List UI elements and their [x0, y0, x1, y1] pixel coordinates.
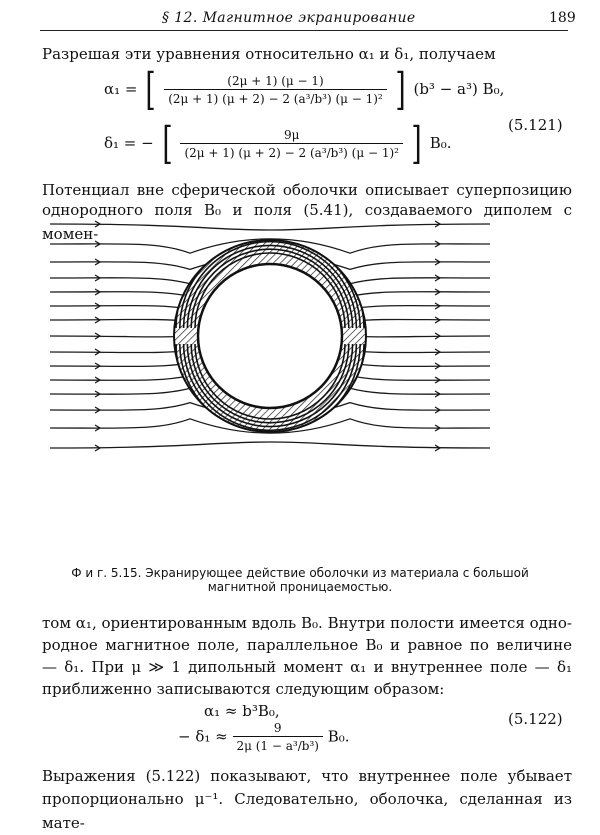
eq2-numerator: 9μ — [180, 127, 403, 144]
eq2-denominator: (2μ + 1) (μ + 2) − 2 (a³/b³) (μ − 1)² — [184, 145, 399, 160]
equation-delta1: δ₁ = − [ $\frac{9\mu}{\text{(2μ + 1) (μ + 2) − 2 (a³/b³) (μ − 1)²}}$ ] B₀. — [104, 118, 452, 169]
caption-line-1: Ф и г. 5.15. Экранирующее действие оболочки из материала с большой — [71, 566, 529, 580]
paragraph-2-line-1: том α₁, ориентированным вдоль B₀. Внутри полости имеется одно- — [42, 614, 572, 632]
equation-number-5-122: (5.122) — [508, 710, 563, 728]
shell-inner-cavity — [198, 264, 342, 408]
header-rule — [40, 30, 568, 31]
eq2-lhs: δ₁ = − — [104, 134, 154, 152]
field-lines-figure — [40, 206, 560, 561]
field-line — [50, 224, 490, 230]
eq4-denominator: 2μ (1 − a³/b³) — [236, 739, 319, 753]
equation-alpha1-approx: α₁ ≈ b³B₀, — [204, 702, 280, 720]
paragraph-3-line-1: Выражения (5.122) показывают, что внутреннее поле убывает — [42, 767, 572, 785]
eq4-fraction — [233, 720, 323, 755]
paragraph-2-line-3: — δ₁. При μ ≫ 1 дипольный момент α₁ и внутреннее поле — δ₁ — [42, 658, 572, 676]
intro-line: Разрешая эти уравнения относительно α₁ и δ₁, получаем — [42, 45, 496, 63]
eq4-lhs: − δ₁ ≈ — [178, 727, 228, 746]
equation-alpha1: α₁ = [ $\frac{(2\mu + 1) (\mu - 1)}{\text{(2μ + 1) (μ + 2) − 2 (a³/b³) (μ − 1)²}}$ ] (b³ − a³) B₀, — [104, 64, 505, 115]
eq1-fraction — [164, 73, 387, 108]
eq1-denominator: (2μ + 1) (μ + 2) − 2 (a³/b³) (μ − 1)² — [168, 91, 383, 106]
eq1-lhs: α₁ = — [104, 80, 138, 98]
paragraph-2-line-4: приближенно записываются следующим образом: — [42, 680, 445, 698]
paragraph-3-line-2: пропорционально μ⁻¹. Следовательно, оболочка, сделанная из мате- — [42, 790, 572, 832]
page-number: 189 — [549, 10, 576, 26]
paragraph-1-line-2: однородного поля B₀ и поля (5.41), создаваемого диполем с момен- — [42, 201, 572, 243]
field-line — [50, 442, 490, 448]
caption-line-2: магнитной проницаемостью. — [207, 580, 393, 594]
eq2-fraction — [180, 127, 403, 162]
paragraph-1-line-1: Потенциал вне сферической оболочки описывает суперпозицию — [42, 181, 572, 199]
eq2-rhs: B₀. — [429, 134, 452, 152]
figure-caption — [50, 566, 550, 594]
equation-number-5-121: (5.121) — [508, 116, 563, 134]
equation-delta1-approx — [178, 720, 350, 755]
eq4-numerator: 9 — [233, 720, 323, 737]
running-header-title: § 12. Магнитное экранирование — [162, 10, 416, 26]
eq4-rhs: B₀. — [327, 727, 350, 746]
eq1-rhs: (b³ − a³) B₀, — [413, 80, 505, 98]
paragraph-2-line-2: родное магнитное поле, параллельное B₀ и равное по величине — [42, 636, 572, 654]
eq1-numerator: (2μ + 1) (μ − 1) — [164, 73, 387, 90]
